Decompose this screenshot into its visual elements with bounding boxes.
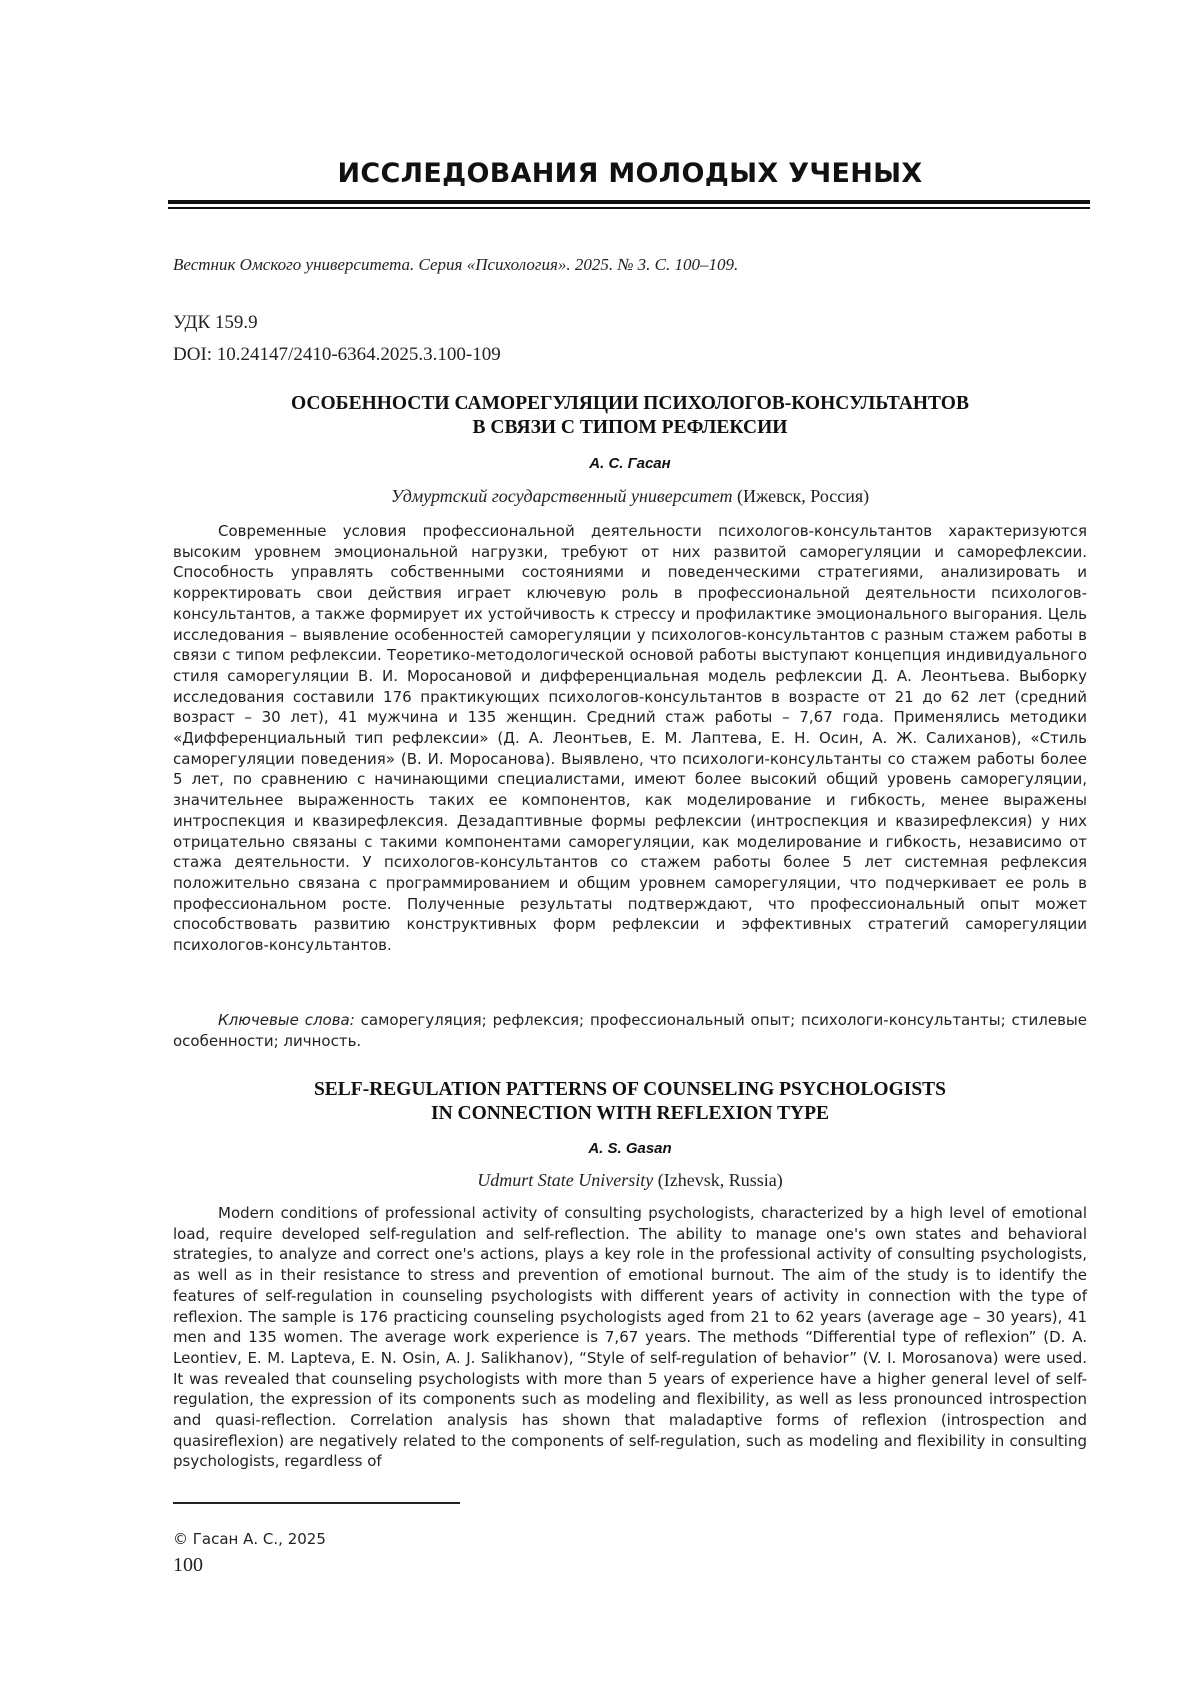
- article-title-en: [170, 1078, 1090, 1126]
- affiliation-ru: [170, 486, 1090, 507]
- abstract-en: Modern conditions of professional activity of consulting psychologists, characterized by a high level of emotional load, require developed self-regulation and self-reflection. The ability to manage one's own states and behavioral strategies, to analyze and correct one's actions, plays a key role in the professional activity of consulting psychologists, as well as in their resistance to stress and prevention of emotional burnout. The aim of the study is to identify the features of self-regulation in counseling psychologists with different years of activity in connection with the type of reflexion. The sample is 176 practicing counseling psychologists aged from 21 to 62 years (average age – 30 years), 41 men and 135 women. The average work experience is 7,67 years. The methods “Differential type of reflexion” (D. A. Leontiev, E. M. Lapteva, E. N. Osin, A. J. Salikhanov), “Style of self-regulation of behavior” (V. I. Morosanova) were used. It was revealed that counseling psychologists with more than 5 years of experience have a higher general level of self-regulation, the expression of its components such as modeling and flexibility, as well as less pronounced introspection and quasi-reflection. Correlation analysis has shown that maladaptive forms of reflexion (introspection and quasireflexion) are negatively related to the components of self-regulation, such as modeling and flexibility in consulting psychologists, regardless of: [173, 1204, 1087, 1471]
- page-number: 100: [173, 1554, 203, 1576]
- copyright-notice: © Гасан А. С., 2025: [173, 1530, 326, 1548]
- author-en: A. S. Gasan: [588, 1140, 672, 1157]
- udc-code: УДК 159.9: [173, 312, 258, 333]
- footnote-rule: [173, 1502, 460, 1504]
- keywords-ru: [173, 1010, 1087, 1052]
- affiliation-en-location: (Izhevsk, Russia): [653, 1170, 783, 1190]
- title-ru-line-2: В СВЯЗИ С ТИПОМ РЕФЛЕКСИИ: [472, 417, 788, 438]
- affiliation-en-org: Udmurt State University: [477, 1170, 654, 1190]
- header-rule-thick: [168, 200, 1090, 204]
- article-title-ru: [170, 392, 1090, 440]
- doi: DOI: 10.24147/2410-6364.2025.3.100-109: [173, 344, 501, 365]
- section-header: ИССЛЕДОВАНИЯ МОЛОДЫХ УЧЕНЫХ: [337, 158, 923, 189]
- abstract-ru: Современные условия профессиональной деятельности психологов-консультантов характеризуются высоким уровнем эмоциональной нагрузки, требуют от них развитой саморегуляции и саморефлексии. Способность управлять собственными состояниями и поведенческими стратегиями, анализировать и корректировать свои действия играет ключевую роль в профессиональной деятельности психологов-консультантов, а также формирует их устойчивость к стрессу и профилактике эмоционального выгорания. Цель исследования – выявление особенностей саморегуляции у психологов-консультантов с разным стажем работы в связи с типом рефлексии. Теоретико-методологической основой работы выступают концепция индивидуального стиля саморегуляции В. И. Моросановой и дифференциальная модель рефлексии Д. А. Леонтьева. Выборку исследования составили 176 практикующих психологов-консультантов в возрасте от 21 до 62 лет (средний возраст – 30 лет), 41 мужчина и 135 женщин. Средний стаж работы – 7,67 года. Применялись методики «Дифференциальный тип рефлексии» (Д. А. Леонтьев, Е. М. Лаптева, Е. Н. Осин, А. Ж. Салиханов), «Стиль саморегуляции поведения» (В. И. Моросанова). Выявлено, что психологи-консультанты со стажем работы более 5 лет, по сравнению с начинающими специалистами, имеют более высокий общий уровень саморегуляции, значительнее выраженность таких ее компонентов, как моделирование и гибкость, менее выражены интроспекция и квазирефлексия. Дезадаптивные формы рефлексии (интроспекция и квазирефлексия) у них отрицательно связаны с такими компонентами саморегуляции, как моделирование и гибкость, независимо от стажа деятельности. У психологов-консультантов со стажем работы более 5 лет системная рефлексия положительно связана с программированием и общим уровнем саморегуляции, что подчеркивает ее роль в профессиональном росте. Полученные результаты подтверждают, что профессиональный опыт может способствовать развитию конструктивных форм рефлексии и эффективных стратегий саморегуляции психологов-консультантов.: [173, 522, 1087, 955]
- journal-reference: Вестник Омского университета. Серия «Психология». 2025. № 3. С. 100–109.: [173, 255, 739, 274]
- affiliation-ru-location: (Ижевск, Россия): [732, 486, 870, 506]
- author-ru: А. С. Гасан: [589, 455, 671, 472]
- keywords-list: саморегуляция; рефлексия; профессиональный опыт; психологи-консультанты; стилевые особенности; личность.: [173, 1011, 1087, 1050]
- header-rule-thin: [168, 207, 1090, 209]
- title-en-line-2: IN CONNECTION WITH REFLEXION TYPE: [430, 1103, 830, 1124]
- affiliation-ru-org: Удмуртский государственный университет: [390, 486, 733, 506]
- affiliation-en: [170, 1170, 1090, 1191]
- title-ru-line-1: ОСОБЕННОСТИ САМОРЕГУЛЯЦИИ ПСИХОЛОГОВ-КОНСУЛЬТАНТОВ: [291, 393, 969, 414]
- keywords-label: Ключевые слова:: [218, 1011, 355, 1029]
- title-en-line-1: SELF-REGULATION PATTERNS OF COUNSELING PSYCHOLOGISTS: [313, 1079, 947, 1100]
